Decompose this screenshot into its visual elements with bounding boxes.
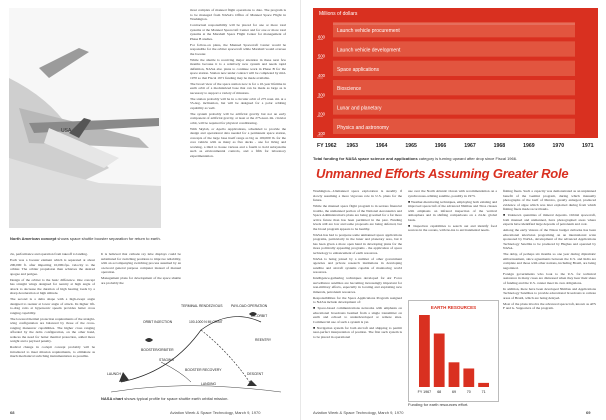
chart-x-tick-label: FY 1962 bbox=[317, 143, 337, 149]
right-col-1: Washington—Unmanned space exploration is steadily if slowly assuming a more vigorous role in U.S. plans for the future. While the manned space flight program is in serious financial trouble, the unmanned portion of the National Aeronautics and Space Administration's plans are being groomed for a far more active future than has been permitted in the past. Funding levels still are low and some proposals are being deferred, but the broad program appears to be healthy. NASA has had to postpone some unmanned space applications programs, particularly in the lunar and planetary area, but it has been given a more open hand in developing plans for the more politically appealing programs - the application of space technology to enhancement of earth resources. NASA is being joined by a number of other government agencies and private research institutions in developing satellite and aircraft systems capable of monitoring world resources. Intelligence-gathering techniques developed for Air Force surveillance satellites are becoming increasingly important for non-military efforts, especially in locating and exploiting new minerals, petroleum resources. Responsibilities for the Space Applications Program assigned to NASA include development of: ■ Space-based communications networks with emphasis on educational broadcasts beamed from a single transmitter on earth and echoed to underdeveloped or remote sites. Commercial use of such a system is yet. ■ Navigation system for both aircraft and shipping to permit near-perfect interpretation of position. The first such system is to be placed in operational bbox=[313, 189, 402, 339]
earth-resources-chart bbox=[408, 300, 499, 402]
inset-caption: Funding for earth resources effort. bbox=[408, 402, 469, 407]
chart-ylabel: Millions of dollars bbox=[319, 11, 358, 17]
diag-landing: LANDING bbox=[201, 382, 217, 386]
right-col-3: fishing fleets. Such a capacity was demonstrated as an unplanned benefit of the Gemini program, during which manually photographs of the Gulf of Mexico, greatly enlarged, produced evidence of algae which was later exploited during from which fishing fleets made record hauls. ■ Unknown quantities of mineral deposits. Orbital spacecraft, both manned and unmanned, have photographed areas where experts have identified large deposits of petroleum and coal. Among the early visions of the Nixon budget cutbacks has been educational television programing on an international scale sponsored by NASA, development of the advanced Applications Technology Satellite to be produced by Hughes and operated by NASA. The delay, of perhaps six months so one year during diplomatic embarrassment, since agreements between the U.S. and India are complete and those with other nations, including Brazil, are being negotiated. Foreign governments who look to the U.S. for technical assistance in many cases are distressed when they hear their share of funding and the U.S. cannot meet its own obligations. In addition, there have been developed Nimbus and Applications Technology Satellites to provide educational broadcasts to remote areas of Brazil, which are being delayed. Most of the plans involve the advanced spacecraft, known as ATS F and G. Supporters of the program. bbox=[503, 189, 596, 310]
funding-chart-svg bbox=[313, 8, 598, 152]
chart-category-label: Space applications bbox=[337, 66, 379, 73]
inset-year-label: 71 bbox=[481, 390, 486, 394]
svg-text:USA: USA bbox=[61, 128, 72, 134]
chart-category-label: Launch vehicle development bbox=[337, 47, 401, 54]
diag-terminal-rendezvous: TERMINAL RENDEZVOUS bbox=[181, 304, 223, 308]
diag-booster-orbiter: BOOSTER/ORBITER bbox=[141, 348, 174, 352]
shuttle-illustration bbox=[9, 8, 161, 228]
inset-year-label: 69 bbox=[452, 390, 456, 394]
chart-category-label: Launch vehicle procurement bbox=[337, 28, 400, 35]
article-headline: Unmanned Efforts Assuming Greater Role bbox=[316, 166, 569, 181]
inset-bar bbox=[419, 315, 430, 387]
chart-ytick-label: 500 bbox=[318, 53, 325, 59]
shuttle-concept-photo bbox=[9, 8, 161, 228]
inset-bar bbox=[434, 334, 445, 387]
left-col-1: cle, performance and operation from takeoff to landing. Each was a booster element which is separated at about 200,000 ft. after imparting 10,000-fps. velocity to the orbiter. The orbiter propulsion then achieves the desired apogee and perigee. Design of the orbiter is the basic difference. One concept has straight wings designed for reentry at high angle of attack to decrease the duration of high heating loads by a sharp deceleration at high altitude. The second is a delta shape with a high-swept angle designed to reenter at lower angle of attack. Its higher lift-to-drag ratio at hypersonic speeds provides better cross ranging capability. The lowered thermal protection requirements of the straight-wing configuration are balanced by those of the cross-ranging maneuver capabilities. The higher cross ranging afforded by the delta configuration, on the other hand, reduces the need for better thermal protection, added more weight and a payload penalty. Radical change in cockpit concept probably will be introduced to meet mission requirements, to eliminate as much mechanical switching instrumentation as possible. bbox=[10, 252, 95, 358]
chart-category-label: Lunar and planetary bbox=[337, 105, 382, 112]
chart-category-label: Bioscience bbox=[337, 86, 362, 93]
chart-ytick-label: 300 bbox=[318, 92, 325, 98]
chart-ytick-label: 600 bbox=[318, 34, 325, 40]
chart-x-tick-label: 1968 bbox=[493, 143, 506, 149]
funding-chart bbox=[313, 8, 598, 152]
diag-reentry: REENTRY bbox=[255, 338, 272, 342]
diag-orbit: 100-1000 N MI ORBIT bbox=[189, 320, 223, 324]
diagram-caption: NASA chart shows typical profile for space shuttle earth orbital mission. bbox=[101, 396, 229, 401]
mission-profile-diagram bbox=[101, 302, 287, 394]
chart-ytick-label: 100 bbox=[318, 131, 325, 136]
inset-bar bbox=[463, 368, 474, 387]
right-folio-number: 69 bbox=[586, 410, 591, 415]
chart-ytick-label: 400 bbox=[318, 73, 325, 78]
diag-orbit-injection: ORBIT INJECTION bbox=[143, 320, 173, 324]
chart-x-tick-label: 1963 bbox=[346, 143, 358, 149]
right-folio-text: Aviation Week & Space Technology, March 9, 1970 bbox=[313, 410, 404, 415]
diag-descent: DESCENT bbox=[247, 372, 264, 376]
chart-x-tick-label: 1967 bbox=[464, 143, 476, 149]
diag-staging: STAGING bbox=[159, 358, 175, 362]
earth-resources-svg bbox=[409, 301, 498, 401]
inset-year-label: 68 bbox=[437, 390, 442, 394]
chart-x-tick-label: 1970 bbox=[552, 143, 565, 149]
chart-x-tick-label: 1966 bbox=[434, 143, 447, 149]
diag-booster-recovery: BOOSTER RECOVERY bbox=[185, 368, 222, 372]
chart-x-tick-label: 1969 bbox=[523, 143, 535, 149]
page-gutter bbox=[300, 0, 301, 420]
left-folio-number: 68 bbox=[10, 410, 15, 415]
chart-x-tick-label: 1964 bbox=[375, 143, 388, 149]
photo-caption: North American concept shows space shuttle booster separation for return to earth. bbox=[10, 236, 161, 241]
inset-bar bbox=[478, 383, 489, 387]
diag-launch: LAUNCH bbox=[107, 372, 121, 376]
chart-x-tick-label: 1965 bbox=[405, 143, 417, 149]
right-col-2: use over the North Atlantic Ocean with recommendation on a synchronous-orbiting satellite, possibly in 1973. ■ Weather-monitoring techniques, employing both existing and improved spacecraft of the advanced Nimbus and Tiros classes with emphasis on infrared inspection of the vertical atmosphere and in shifting comparisons on a 24-hr. global basis. ■ Inspection capabilities to search out and identify food sources in the oceans, with tie-ins to environmental needs. bbox=[408, 189, 497, 232]
chart-caption: Total funding for NASA space science and applications category is turning upward after drop since Fiscal 1966. bbox=[313, 156, 518, 161]
inset-title: EARTH RESOURCES bbox=[430, 305, 477, 310]
left-col-2: It is believed that cathode ray tube displays could be substituted for switching positions to improve reliability, with an accompanying switching process assumed by an on-board general purpose computer instead of manual operation. Management plans for development of the space shuttle are probably the bbox=[101, 252, 181, 285]
left-folio-text: Aviation Week & Space Technology, March 9, 1970 bbox=[170, 410, 261, 415]
inset-year-label: FY 1967 bbox=[417, 390, 432, 394]
chart-band bbox=[333, 80, 575, 95]
inset-bar bbox=[449, 362, 460, 387]
chart-category-label: Physics and astronomy bbox=[337, 124, 389, 131]
left-col-3: most complex of manned flight operations to date. The program is to be managed from NASA's Office of Manned Space Flight in Washington. Contractual responsibility will be placed for one or more total systems at the Manned Spacecraft Center and for one or more total systems at the Marshall Space Flight Center for management of Phase B studies. For follow-on plans, the Manned Spacecraft Center would be responsible for the orbiter spacecraft while Marshall would oversee the booster. While the shuttle is receiving major attention in these next few months because it is a relatively new system and needs rapid definition, NASA also plans to continue work in Phase B for the space station. Station new under contract will be completed by mid-1970 so that Fiscal 1971 funding may be made available. The broad view of the space station now is for a 10-year lifetime in earth orbit of a modularized base that can be made as large as is necessary to support a variety of missions. The station probably will be in a circular orbit of 275 naut. mi. at a 55-deg. inclination, but will be designed for a polar orbiting capability as well. The system probably will be artificial gravity but not an early component of artificial gravity, at least at the 275-naut. mi. circular orbit, will be required for physical conditioning. With Skylab, or Apollo Applications, scheduled to provide the design and operational data needed for a permanent space station, concepts of the large base itself range as big as 100,000 lb. for the core vehicle with as many as five decks - one for living and working, a third to house various and a fourth to hold subsystems such as environmental controls, and a fifth for laboratory experimentation. bbox=[190, 8, 286, 158]
inset-year-label: 70 bbox=[466, 390, 471, 394]
diag-deorbit: DE-ORBIT bbox=[251, 314, 268, 318]
diag-payload-operation: PAYLOAD OPERATION bbox=[231, 304, 268, 308]
chart-x-tick-label: 1971 bbox=[582, 143, 594, 149]
chart-ytick-label: 200 bbox=[318, 111, 325, 117]
